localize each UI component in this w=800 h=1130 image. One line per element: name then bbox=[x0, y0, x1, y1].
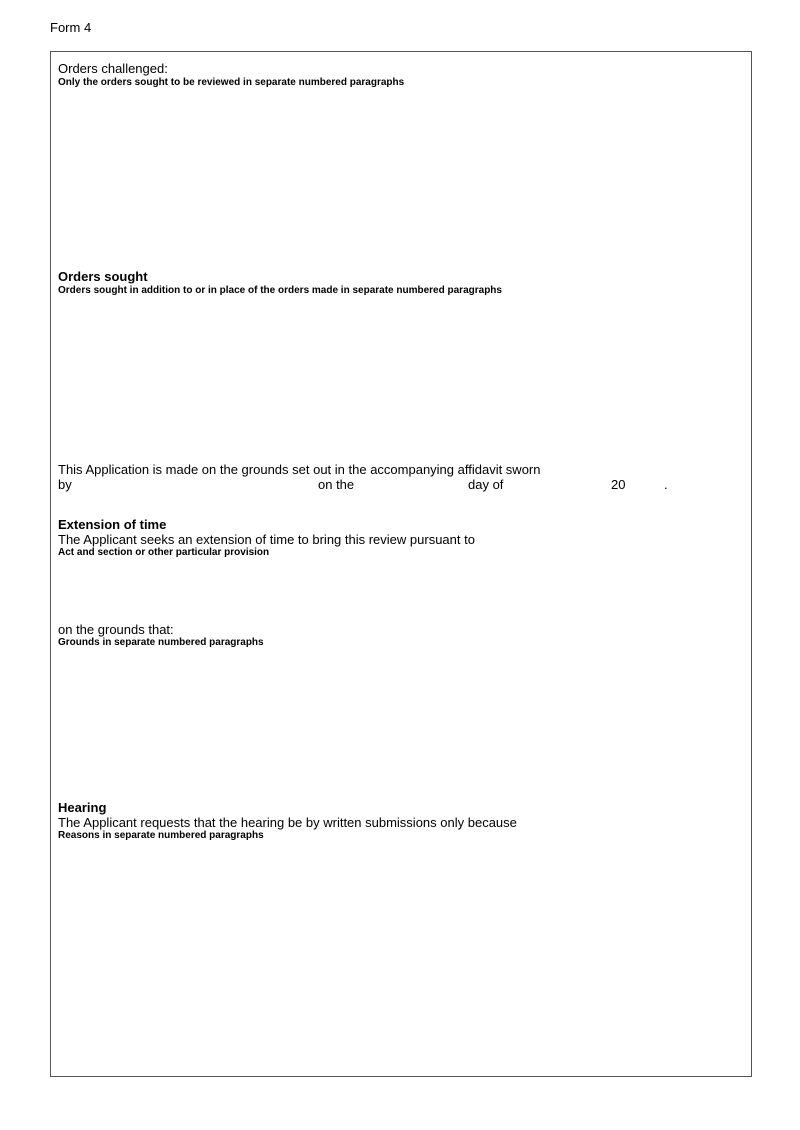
extension-grounds-hint: Grounds in separate numbered paragraphs bbox=[58, 637, 264, 648]
sworn-year-field[interactable] bbox=[631, 477, 661, 493]
year-prefix-label: 20 bbox=[611, 477, 626, 492]
form-number-label: Form 4 bbox=[50, 20, 92, 35]
orders-sought-heading: Orders sought bbox=[58, 269, 148, 284]
hearing-reasons-field[interactable] bbox=[58, 847, 744, 1067]
extension-statement: The Applicant seeks an extension of time to bring this review pursuant to bbox=[58, 532, 475, 547]
sworn-by-field[interactable] bbox=[77, 477, 315, 493]
day-of-label: day of bbox=[468, 477, 504, 492]
orders-challenged-field[interactable] bbox=[58, 94, 744, 264]
on-the-label: on the bbox=[318, 477, 355, 492]
extension-provision-field[interactable] bbox=[58, 562, 744, 617]
form-frame bbox=[50, 51, 752, 1077]
hearing-statement: The Applicant requests that the hearing be by written submissions only because bbox=[58, 815, 517, 830]
hearing-reasons-hint: Reasons in separate numbered paragraphs bbox=[58, 830, 264, 841]
statement-period: . bbox=[664, 477, 668, 492]
hearing-heading: Hearing bbox=[58, 800, 107, 815]
orders-sought-field[interactable] bbox=[58, 302, 744, 457]
affidavit-statement: This Application is made on the grounds set out in the accompanying affidavit sworn bbox=[58, 462, 541, 477]
sworn-month-field[interactable] bbox=[511, 477, 607, 493]
sworn-by-label: by bbox=[58, 477, 72, 492]
extension-heading: Extension of time bbox=[58, 517, 167, 532]
orders-challenged-heading: Orders challenged: bbox=[58, 61, 168, 76]
extension-grounds-field[interactable] bbox=[58, 654, 744, 794]
sworn-day-field[interactable] bbox=[361, 477, 465, 493]
orders-sought-hint: Orders sought in addition to or in place of the orders made in separate numbered paragraphs bbox=[58, 285, 502, 296]
extension-provision-hint: Act and section or other particular provision bbox=[58, 547, 270, 558]
orders-challenged-hint: Only the orders sought to be reviewed in separate numbered paragraphs bbox=[58, 77, 405, 88]
extension-grounds-label: on the grounds that: bbox=[58, 622, 174, 637]
